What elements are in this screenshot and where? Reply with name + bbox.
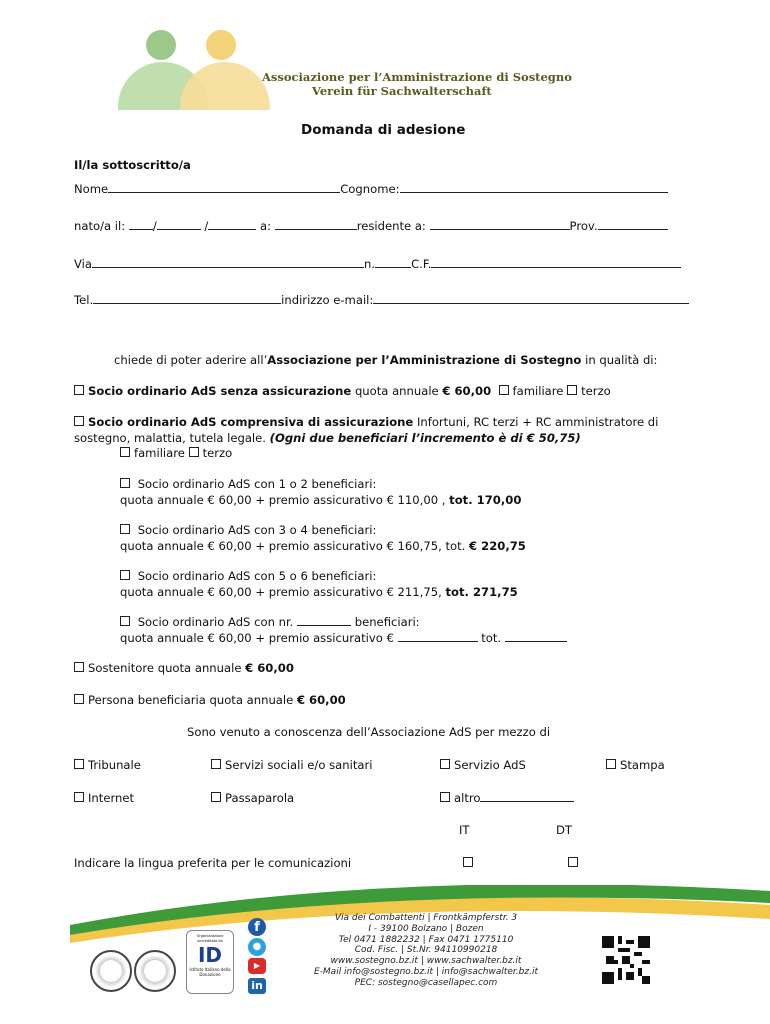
- tier-1-calc: quota annuale € 60,00 + premio assicurativo € 110,00 ,: [120, 493, 446, 507]
- birthplace-field[interactable]: [275, 220, 357, 230]
- sostenitore-label: Sostenitore quota annuale: [88, 661, 242, 675]
- internet-label: Internet: [88, 791, 135, 805]
- src-servizi: [211, 758, 372, 772]
- twitter-icon[interactable]: ●: [248, 938, 266, 956]
- id-badge-logo: ID: [197, 943, 223, 967]
- option-1-familiare-checkbox[interactable]: [499, 385, 509, 395]
- tier-1: [120, 477, 376, 491]
- number-field[interactable]: [375, 258, 411, 268]
- linkedin-icon[interactable]: in: [248, 978, 266, 994]
- tier-4-title: Socio ordinario AdS con nr.: [137, 615, 294, 629]
- tier-4-line2: [120, 631, 567, 645]
- sostenitore-checkbox[interactable]: [74, 662, 84, 672]
- option-1-amount: € 60,00: [442, 384, 492, 398]
- source-question: Sono venuto a conoscenza dell’Associazione AdS per mezzo di: [187, 725, 551, 739]
- beneficiaria: [74, 693, 346, 707]
- lang-question: Indicare la lingua preferita per le comunicazioni: [74, 856, 352, 870]
- tier-4: [120, 615, 420, 629]
- tier-1-title: Socio ordinario AdS con 1 o 2 beneficiari:: [137, 477, 377, 491]
- src-internet: [74, 791, 134, 805]
- beneficiaria-amount: € 60,00: [296, 693, 346, 707]
- name-row: [74, 182, 668, 196]
- tribunale-label: Tribunale: [88, 758, 141, 772]
- cognome-field[interactable]: [400, 183, 668, 193]
- id-badge-sub: Istituto Italiano della Donazione: [189, 967, 231, 977]
- residente-label: residente a:: [356, 219, 426, 233]
- tier-3: [120, 569, 376, 583]
- addr-line-4: Cod. Fisc. | St.Nr. 94110990218: [354, 945, 498, 956]
- option-2-checkbox[interactable]: [74, 416, 84, 426]
- option-2-sub: [120, 446, 232, 460]
- seal-1: [90, 950, 132, 992]
- tier-2-line2: [120, 539, 526, 553]
- via-label: Via: [74, 257, 93, 271]
- servizi-checkbox[interactable]: [211, 759, 221, 769]
- birth-day-field[interactable]: [129, 220, 153, 230]
- org-name-de: Verein für Sachwalterschaft: [312, 84, 492, 98]
- addr-line-1: Via dei Combattenti | Frontkämpferstr. 3: [334, 913, 518, 923]
- tier-4-premium-field[interactable]: [398, 632, 478, 642]
- address-row: [74, 257, 681, 271]
- stampa-label: Stampa: [620, 758, 665, 772]
- tier-4-count-field[interactable]: [297, 616, 351, 626]
- option-2-terzo-checkbox[interactable]: [189, 447, 199, 457]
- id-badge: [186, 930, 234, 994]
- tier-4-total-field[interactable]: [505, 632, 567, 642]
- tel-label: Tel.: [74, 293, 94, 307]
- lang-it-label: IT: [459, 823, 470, 837]
- src-stampa: [606, 758, 665, 772]
- request-line: [114, 353, 657, 367]
- tier-2-calc: quota annuale € 60,00 + premio assicurativo € 160,75, tot.: [120, 539, 466, 553]
- form-title: Domanda di adesione: [301, 122, 466, 138]
- tel-field[interactable]: [93, 294, 281, 304]
- option-1-terzo-checkbox[interactable]: [567, 385, 577, 395]
- option-2: [74, 415, 658, 429]
- email-field[interactable]: [373, 294, 689, 304]
- beneficiaria-checkbox[interactable]: [74, 694, 84, 704]
- birth-row: [74, 219, 668, 233]
- cf-label: C.F.: [411, 257, 432, 271]
- nato-label: nato/a il:: [74, 219, 126, 233]
- addr-line-3: Tel 0471 1882232 | Fax 0471 1775110: [338, 934, 514, 945]
- internet-checkbox[interactable]: [74, 792, 84, 802]
- tribunale-checkbox[interactable]: [74, 759, 84, 769]
- tier-2: [120, 523, 376, 537]
- option-2-cont: sostegno, malattia, tutela legale.: [74, 431, 266, 445]
- src-tribunale: [74, 758, 141, 772]
- facebook-icon[interactable]: f: [248, 918, 266, 936]
- birth-month-field[interactable]: [157, 220, 201, 230]
- tier-2-title: Socio ordinario AdS con 3 o 4 beneficiari:: [137, 523, 377, 537]
- terzo-label: terzo: [581, 384, 611, 398]
- option-2-rest: Infortuni, RC terzi + RC amministratore di: [416, 415, 659, 429]
- tier-3-total: tot. 271,75: [445, 585, 518, 599]
- footer-address: [308, 913, 544, 989]
- addr-line-5: www.sostegno.bz.it | www.sachwalter.bz.it: [330, 956, 522, 967]
- familiare-label: familiare: [134, 446, 185, 460]
- email-label: indirizzo e-mail:: [281, 293, 374, 307]
- src-altro: [440, 791, 574, 805]
- nome-field[interactable]: [108, 183, 340, 193]
- src-passaparola: [211, 791, 294, 805]
- familiare-label: familiare: [512, 384, 564, 398]
- sostenitore: [74, 661, 294, 675]
- altro-field[interactable]: [480, 792, 574, 802]
- beneficiaria-label: Persona beneficiaria quota annuale: [88, 693, 294, 707]
- birth-year-field[interactable]: [208, 220, 256, 230]
- request-org: Associazione per l’Amministrazione di Sostegno: [267, 353, 582, 367]
- addr-line-6: E-Mail info@sostegno.bz.it | info@sachwalter.bz.it: [313, 966, 538, 977]
- header-logo: [118, 26, 572, 110]
- option-2-line2: [74, 431, 581, 445]
- option-2-familiare-checkbox[interactable]: [120, 447, 130, 457]
- tier-3-checkbox[interactable]: [120, 570, 130, 580]
- cognome-label: Cognome:: [340, 182, 400, 196]
- prov-field[interactable]: [598, 220, 668, 230]
- servizio-ads-label: Servizio AdS: [454, 758, 526, 772]
- lang-dt-label: DT: [556, 823, 573, 837]
- nome-label: Nome: [74, 182, 109, 196]
- passaparola-label: Passaparola: [225, 791, 295, 805]
- residence-field[interactable]: [430, 220, 570, 230]
- tier-4-calc: quota annuale € 60,00 + premio assicurativo €: [120, 631, 394, 645]
- undersigned-label: Il/la sottoscritto/a: [74, 158, 191, 172]
- servizio-ads-checkbox[interactable]: [440, 759, 450, 769]
- addr-line-7: PEC: sostegno@casellapec.com: [354, 977, 498, 988]
- option-1: [74, 384, 611, 398]
- id-badge-label: Organizzazione accreditata da: [196, 934, 224, 943]
- stampa-checkbox[interactable]: [606, 759, 616, 769]
- src-servizio-ads: [440, 758, 526, 772]
- tier-2-total: € 220,75: [469, 539, 526, 553]
- qr-code: [602, 936, 650, 984]
- birthplace-label: a:: [260, 219, 272, 233]
- cf-field[interactable]: [431, 258, 681, 268]
- tier-3-title: Socio ordinario AdS con 5 o 6 beneficiari:: [137, 569, 377, 583]
- tier-1-total: tot. 170,00: [449, 493, 522, 507]
- tier-4-checkbox[interactable]: [120, 616, 130, 626]
- option-2-note: (Ogni due beneficiari l’incremento è di € 50,75): [269, 431, 581, 445]
- logo-green-head: [146, 30, 176, 60]
- lang-dt-checkbox[interactable]: [568, 857, 578, 867]
- sostenitore-amount: € 60,00: [245, 661, 294, 675]
- logo-yellow-head: [206, 30, 236, 60]
- slash: /: [204, 219, 209, 233]
- option-1-rest: quota annuale: [354, 384, 439, 398]
- seal-2: [134, 950, 176, 992]
- altro-checkbox[interactable]: [440, 792, 450, 802]
- youtube-icon[interactable]: ▶: [248, 958, 266, 974]
- lang-it-checkbox[interactable]: [463, 857, 473, 867]
- tier-3-calc: quota annuale € 60,00 + premio assicurativo € 211,75,: [120, 585, 442, 599]
- tier-4-total-label: tot.: [481, 631, 502, 645]
- addr-line-2: I - 39100 Bolzano | Bozen: [368, 923, 484, 934]
- tier-4-title-end: beneficiari:: [354, 615, 420, 629]
- tier-3-line2: [120, 585, 518, 599]
- prov-label: Prov.: [569, 219, 598, 233]
- tier-1-line2: [120, 493, 521, 507]
- tier-1-checkbox[interactable]: [120, 478, 130, 488]
- passaparola-checkbox[interactable]: [211, 792, 221, 802]
- logo-yellow-body: [180, 62, 270, 110]
- request-post: in qualità di:: [585, 353, 658, 367]
- slash: /: [152, 219, 157, 233]
- altro-label: altro: [454, 791, 481, 805]
- contact-row: [74, 293, 689, 307]
- terzo-label: terzo: [202, 446, 233, 460]
- tier-2-checkbox[interactable]: [120, 524, 130, 534]
- option-1-title: Socio ordinario AdS senza assicurazione: [88, 384, 352, 398]
- request-pre: chiede di poter aderire all’: [114, 353, 268, 367]
- option-1-checkbox[interactable]: [74, 385, 84, 395]
- via-field[interactable]: [92, 258, 364, 268]
- org-name-it: Associazione per l’Amministrazione di Sostegno: [262, 70, 572, 84]
- servizi-label: Servizi sociali e/o sanitari: [225, 758, 373, 772]
- option-2-title: Socio ordinario AdS comprensiva di assicurazione: [88, 415, 414, 429]
- n-label: n.: [364, 257, 376, 271]
